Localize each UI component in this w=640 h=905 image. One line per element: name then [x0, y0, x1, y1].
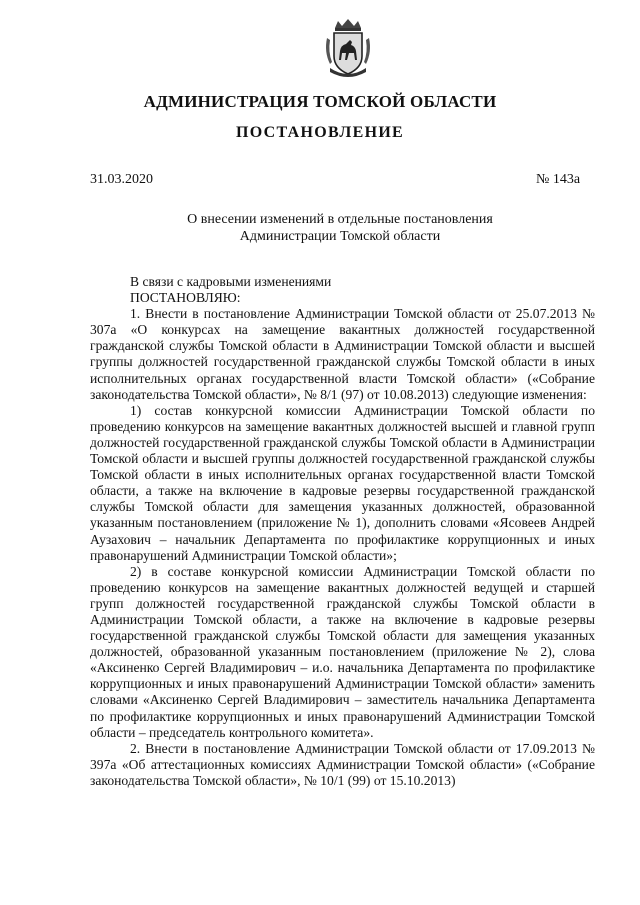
- clause-1-item-1-paragraph: 1) состав конкурсной комиссии Администрации Томской области по проведению конкурсов на замещение вакантных должностей высшей и главной групп должностей государственной гражданской службы Томской области в Администрации Томской области и высшей группы должностей государственной гражданской службы Томской области в иных исполнительных органах государственной власти Томской области, а также на включение в кадровые резервы государственной гражданской службы Томской области для замещения указанных должностей, образованной указанным постановлением (приложение № 1), дополнить словами «Ясовеев Андрей Аузахович – начальник Департамента по профилактике коррупционных и иных правонарушений Администрации Томской области»;: [90, 402, 595, 563]
- document-type-title: ПОСТАНОВЛЕНИЕ: [235, 124, 405, 141]
- subject-line-2: Администрации Томской области: [239, 229, 441, 244]
- document-subject: [150, 211, 530, 245]
- preamble-paragraph: В связи с кадровыми изменениями: [130, 274, 332, 289]
- clause-1-paragraph: 1. Внести в постановление Администрации Томской области от 25.07.2013 № 307а «О конкурсах на замещение вакантных должностей государственной гражданской службы Томской области в Администрации Томской области и высшей группы должностей государственной гражданской службы Томской области в иных исполнительных органах государственной власти Томской области» («Собрание законодательства Томской области», № 8/1 (97) от 10.08.2013) следующие изменения:: [90, 306, 595, 402]
- tomsk-region-emblem-icon: [322, 18, 374, 82]
- clause-1-item-2-paragraph: 2) в составе конкурсной комиссии Администрации Томской области по проведению конкурсов на замещение вакантных должностей ведущей и старшей групп должностей государственной гражданской службы Томской области в Администрации Томской области, а также на включение в кадровые резервы государственной гражданской службы Томской области для замещения указанных должностей, образованной указанным постановлением (приложение № 2), слова «Аксиненко Сергей Владимирович – и.о. начальника Департамента по профилактике коррупционных и иных правонарушений Администрации Томской области» заменить словами «Аксиненко Сергей Владимирович – заместитель начальника Департамента по профилактике коррупционных и иных правонарушений Администрации Томской области – председатель контрольного комитета».: [90, 563, 595, 740]
- clause-2-paragraph: 2. Внести в постановление Администрации Томской области от 17.09.2013 № 397а «Об аттестационных комиссиях Администрации Томской области» («Собрание законодательства Томской области», № 10/1 (99) от 15.10.2013): [90, 740, 595, 788]
- document-number: № 143а: [536, 172, 581, 187]
- document-date: 31.03.2020: [90, 172, 153, 187]
- organization-title: АДМИНИСТРАЦИЯ ТОМСКОЙ ОБЛАСТИ: [143, 92, 497, 111]
- resolve-heading: ПОСТАНОВЛЯЮ:: [130, 290, 241, 306]
- subject-line-1: О внесении изменений в отдельные постановления: [187, 212, 493, 227]
- document-body: [90, 274, 595, 789]
